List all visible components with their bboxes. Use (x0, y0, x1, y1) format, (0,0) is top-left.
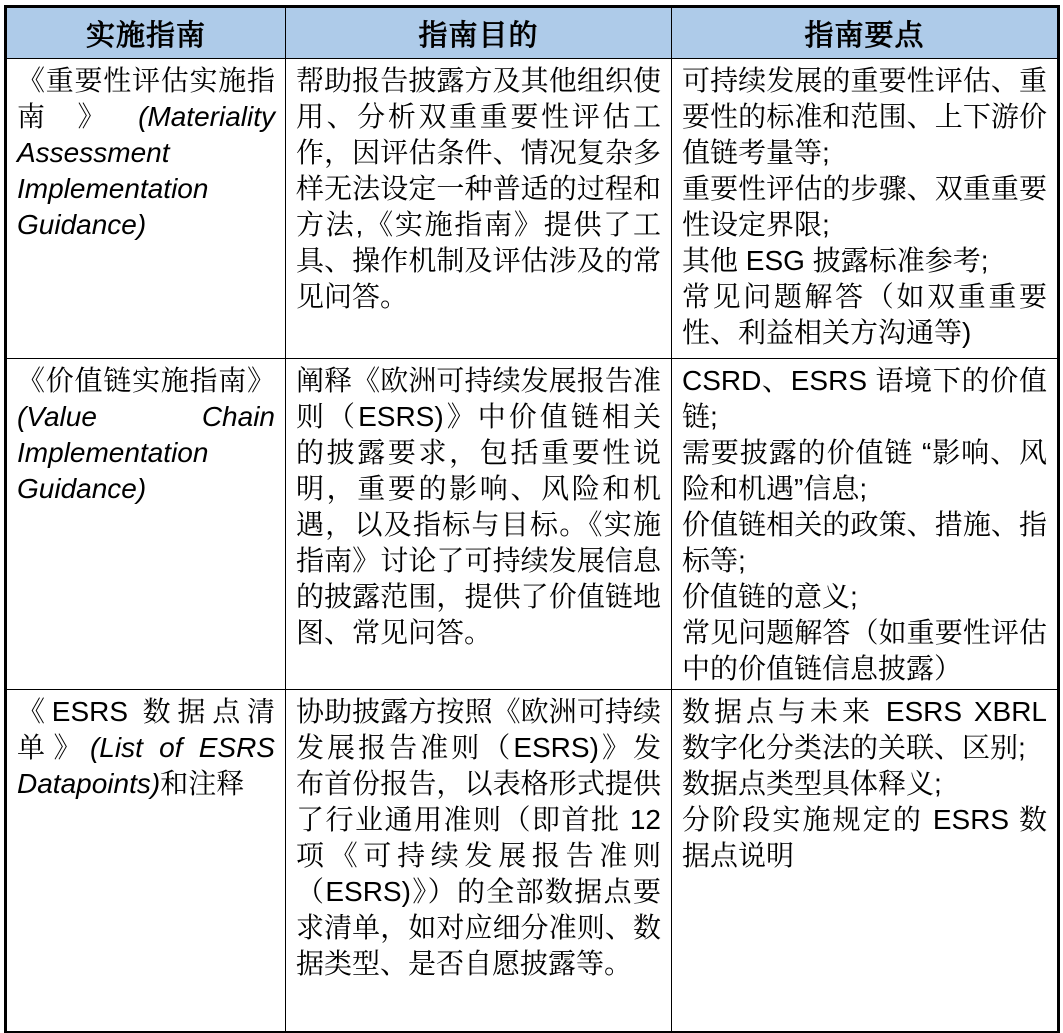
name-cn-suffix: 和注释 (160, 768, 245, 799)
cell-guidance-points (672, 59, 1059, 359)
name-en-part: (Materiality Assessment Implementation Guidance) (17, 101, 275, 240)
point-line: 价值链的意义; (682, 581, 858, 612)
guidance-name-text (17, 65, 275, 240)
name-cn-part: 《重要性评估实施指南》 (17, 65, 275, 132)
cell-guidance-purpose (286, 59, 672, 359)
point-line: 数据点与未来 ESRS XBRL 数字化分类法的关联、区别; (682, 696, 1047, 763)
cell-guidance-name (6, 359, 286, 690)
cell-guidance-points (672, 359, 1059, 690)
column-header-guidance-name: 实施指南 (6, 7, 286, 59)
table-row (6, 59, 1059, 359)
point-line: 价值链相关的政策、措施、指标等; (682, 509, 1047, 576)
table-header-row (6, 7, 1059, 59)
guidance-name-text (17, 696, 275, 799)
guidance-purpose-text: 协助披露方按照《欧洲可持续发展报告准则（ESRS)》发布首份报告，以表格形式提供了行业通用准则（即首批 12 项《可持续发展报告准则（ESRS)》）的全部数据点要求清单，如对应细分准则、数据类型、是否自愿披露等。 (296, 696, 661, 979)
point-line: 数据点类型具体释义; (682, 768, 942, 799)
name-en-part: (Value Chain Implementation Guidance) (17, 401, 275, 504)
guidance-table (4, 5, 1060, 1033)
guidance-purpose-text: 帮助报告披露方及其他组织使用、分析双重重要性评估工作，因评估条件、情况复杂多样无法设定一种普适的过程和方法,《实施指南》提供了工具、操作机制及评估涉及的常见问答。 (296, 65, 661, 312)
table-row (6, 690, 1059, 1033)
point-line: 重要性评估的步骤、双重重要性设定界限; (682, 173, 1047, 240)
cell-guidance-points (672, 690, 1059, 1033)
cell-guidance-purpose (286, 359, 672, 690)
cell-guidance-purpose (286, 690, 672, 1033)
cell-guidance-name (6, 59, 286, 359)
table-row (6, 359, 1059, 690)
point-line: 常见问题解答（如双重重要性、利益相关方沟通等) (682, 281, 1047, 348)
cell-guidance-name (6, 690, 286, 1033)
point-line: 其他 ESG 披露标准参考; (682, 245, 989, 276)
name-en-part: (List of ESRS Datapoints) (17, 732, 275, 799)
name-cn-part: 《价值链实施指南》 (17, 365, 275, 396)
column-header-guidance-purpose: 指南目的 (286, 7, 672, 59)
guidance-name-text (17, 365, 275, 504)
point-line: 可持续发展的重要性评估、重要性的标准和范围、上下游价值链考量等; (682, 65, 1047, 168)
column-header-guidance-points: 指南要点 (672, 7, 1059, 59)
point-line: CSRD、ESRS 语境下的价值链; (682, 365, 1047, 432)
point-line: 常见问题解答（如重要性评估中的价值链信息披露） (682, 617, 1047, 684)
point-line: 需要披露的价值链 “影响、风险和机遇”信息; (682, 437, 1047, 504)
point-line: 分阶段实施规定的 ESRS 数据点说明 (682, 804, 1047, 871)
name-cn-part: 《ESRS 数据点清单》 (17, 696, 275, 763)
guidance-purpose-text: 阐释《欧洲可持续发展报告准则（ESRS)》中价值链相关的披露要求，包括重要性说明，重要的影响、风险和机遇，以及指标与目标。《实施指南》讨论了可持续发展信息的披露范围，提供了价值链地图、常见问答。 (296, 365, 661, 648)
